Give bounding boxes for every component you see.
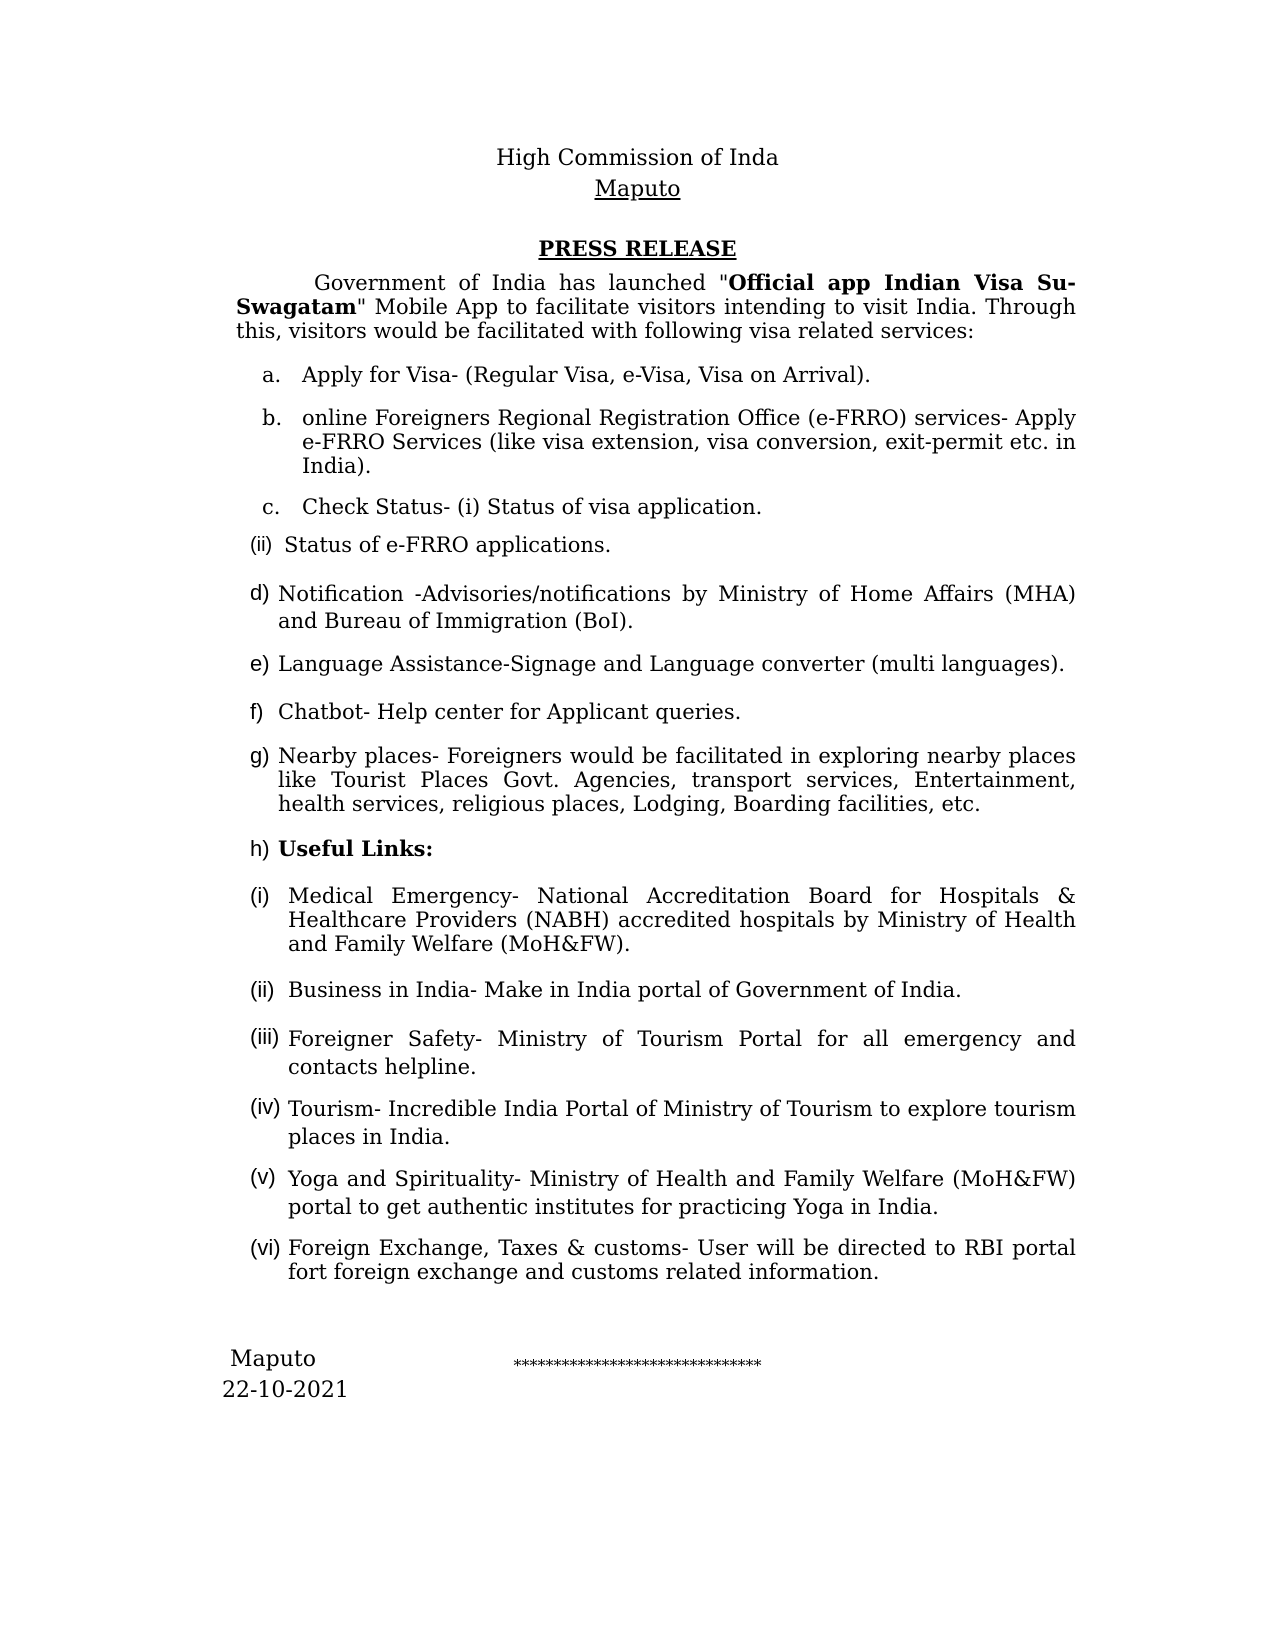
list-item-text: Check Status- (i) Status of visa application. — [302, 495, 763, 519]
footer-date: 22-10-2021 — [222, 1378, 349, 1403]
link-item-text: Yoga and Spirituality- Ministry of Health and Family Welfare (MoH&FW) portal to get authentic institutes for practicing Yoga in India. — [288, 1167, 1076, 1219]
document-title: PRESS RELEASE — [538, 236, 737, 261]
list-item-text: Apply for Visa- (Regular Visa, e-Visa, Visa on Arrival). — [302, 363, 871, 387]
list-marker: (vi) — [250, 1235, 281, 1260]
intro-text-end: " Mobile App to facilitate visitors intending to visit India. Through this, visitors would be facilitated with following visa related services: — [236, 295, 1076, 343]
list-item-text: online Foreigners Regional Registration Office (e-FRRO) services- Apply e-FRRO Services (like visa extension, visa conversion, exit-permit etc. in India). — [302, 406, 1076, 478]
list-marker: g) — [250, 743, 270, 768]
app-name: Official app Indian Visa Su- Swagatam — [236, 270, 1076, 319]
header-city: Maputo — [594, 177, 681, 202]
list-marker: e) — [250, 651, 270, 676]
intro-text-start: Government of India has launched " — [314, 271, 729, 295]
intro-paragraph — [236, 271, 1076, 343]
list-marker: c. — [262, 495, 281, 519]
link-item-text: Tourism- Incredible India Portal of Ministry of Tourism to explore tourism places in India. — [288, 1097, 1076, 1149]
list-marker: b. — [262, 406, 283, 430]
list-item-text: Notification -Advisories/notifications by Ministry of Home Affairs (MHA) and Bureau of Immigration (BoI). — [278, 582, 1076, 633]
link-item-text: Foreign Exchange, Taxes & customs- User will be directed to RBI portal fort foreign exchange and customs related information. — [288, 1236, 1076, 1284]
header-office: High Commission of Inda — [496, 146, 779, 171]
list-item-text: Chatbot- Help center for Applicant queries. — [278, 700, 742, 724]
list-marker: (ii) — [250, 977, 275, 1002]
list-marker: (iv) — [250, 1094, 281, 1119]
link-item-text: Foreigner Safety- Ministry of Tourism Portal for all emergency and contacts helpline. — [288, 1027, 1076, 1079]
link-item-text: Medical Emergency- National Accreditation Board for Hospitals & Healthcare Providers (NABH) accredited hospitals by Ministry of Health and Family Welfare (MoH&FW). — [288, 884, 1076, 956]
list-marker: (ii) — [250, 534, 273, 556]
list-item-text: Language Assistance-Signage and Language converter (multi languages). — [278, 652, 1066, 676]
list-item-text: Status of e-FRRO applications. — [284, 533, 612, 557]
list-marker: (v) — [250, 1164, 276, 1189]
list-marker: h) — [250, 836, 270, 861]
list-marker: (i) — [250, 883, 270, 908]
link-item-text: Business in India- Make in India portal of Government of India. — [288, 978, 962, 1002]
useful-links-heading: Useful Links: — [278, 836, 434, 861]
list-marker: a. — [262, 363, 282, 387]
list-marker: f) — [250, 699, 264, 724]
separator-line: ******************************* — [513, 1356, 762, 1375]
list-marker: d) — [250, 580, 270, 605]
list-marker: (iii) — [250, 1024, 280, 1049]
list-item-text: Nearby places- Foreigners would be facilitated in exploring nearby places like Tourist Places Govt. Agencies, transport services, Entertainment, health services, religious places, Lodging, Boarding facilities, etc. — [278, 744, 1076, 816]
footer-place: Maputo — [230, 1347, 316, 1372]
